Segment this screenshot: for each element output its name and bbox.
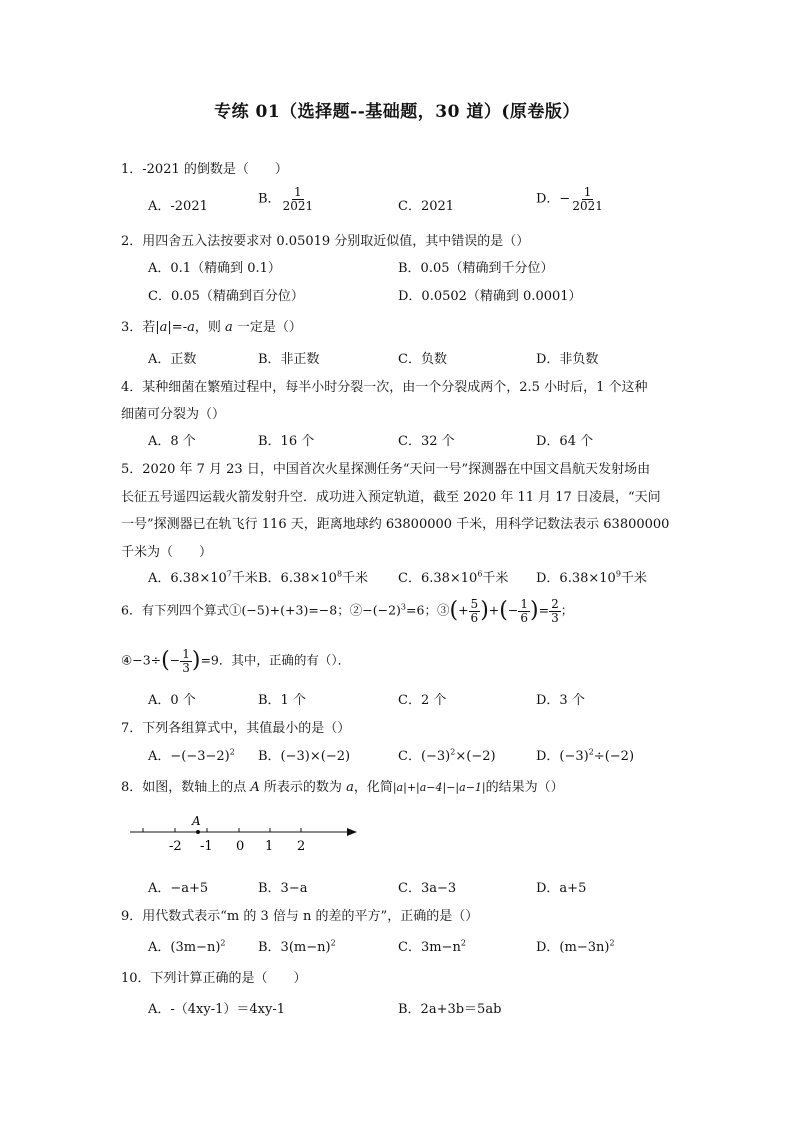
question-2-stem: 2．用四舍五入法按要求对 0.05019 分别取近似值，其中错误的是（）: [121, 234, 530, 249]
question-6-stem-line2: ④−3÷(− $\frac{1}{3}$ )=9．其中，正确的有（）．: [121, 647, 351, 675]
tick-label-1: 1: [265, 839, 274, 854]
q7-option-c: C．$(-3)^2\times(-2)$: [398, 747, 496, 764]
q8-option-d: D．a+5: [536, 881, 587, 896]
q5-option-a: A．$6.38\times 10^7$千米: [148, 569, 258, 586]
q9-option-d: D．$(m-3n)^2$: [536, 938, 615, 955]
circled-number-3: ③: [436, 602, 450, 618]
question-5-stem-line3: 一号”探测器已在轨飞行 116 天，距离地球约 63800000 千米，用科学记数法表示 63800000: [121, 517, 670, 532]
q9-option-b: B．$3(m-n)^2$: [258, 938, 336, 955]
q7-option-b: B．(−3)×(−2): [258, 749, 351, 764]
q2-option-b: B．0.05（精确到千分位）: [398, 261, 554, 276]
q3-option-a: A．正数: [148, 352, 197, 367]
page-title: 专练 01（选择题--基础题，30 道）(原卷版）: [214, 102, 580, 122]
question-7-stem: 7．下列各组算式中，其值最小的是（）: [121, 721, 351, 736]
question-5-stem-line2: 长征五号遥四运载火箭发射升空．成功进入预定轨道，截至 2020 年 11 月 17 日凌晨，“天问: [121, 490, 661, 505]
q2-option-c: C．0.05（精确到百分位）: [148, 289, 304, 304]
number-line-ticks: [143, 828, 301, 832]
q4-option-c: C．32 个: [398, 434, 455, 449]
tick-label-neg1: -1: [200, 839, 213, 854]
q6-option-d: D．3 个: [536, 693, 585, 708]
question-6-stem-line1: 6．有下列四个算式①(−5)+(+3)=−8；$②-(-2)^3=6$；③(+ $\frac{5}{6}$ )+(− $\frac{1}{6}$ )= $\frac{2}{3}$ ；: [121, 597, 574, 625]
q10-option-b: B．2a+3b＝5ab: [398, 1002, 502, 1017]
question-10-stem: 10．下列计算正确的是（ ）: [121, 971, 307, 986]
q6-option-c: C．2 个: [398, 693, 447, 708]
number-line-arrow-icon: [347, 828, 357, 836]
q6-option-a: A．0 个: [148, 693, 196, 708]
q4-option-b: B．16 个: [258, 434, 315, 449]
q3-option-c: C．负数: [398, 352, 447, 367]
q6-option-b: B．1 个: [258, 693, 306, 708]
q7-option-a: A．$-(-3-2)^2$: [148, 747, 235, 764]
q1-option-c: C．2021: [398, 199, 455, 214]
q8-option-b: B．3−a: [258, 881, 308, 896]
q10-option-a: A．-（4xy-1）＝4xy-1: [148, 1002, 286, 1017]
q1-option-b: B． $\frac{1}{2021}$: [258, 185, 314, 213]
q3-option-b: B．非正数: [258, 352, 320, 367]
q2-option-d: D．0.0502（精确到 0.0001）: [398, 289, 582, 304]
tick-label-neg2: -2: [169, 839, 182, 854]
q1-option-a: A．-2021: [148, 199, 208, 214]
point-a-dot: [196, 830, 200, 834]
q4-option-a: A．8 个: [148, 434, 196, 449]
question-8-stem: 8．如图，数轴上的点 A 所表示的数为 a，化简|a|+|a−4|−|a−1|的结果为（）: [121, 780, 564, 795]
point-a-label: A: [192, 814, 201, 828]
circled-number-2: ②: [349, 602, 363, 618]
q5-option-b: B．$6.38\times 10^8$千米: [258, 569, 369, 586]
circled-number-1: ①: [228, 602, 242, 618]
q1-option-d: D．− $\frac{1}{2021}$: [536, 185, 603, 213]
q8-option-a: A．−a+5: [148, 881, 209, 896]
q4-option-d: D．64 个: [536, 434, 594, 449]
tick-label-2: 2: [297, 839, 306, 854]
circled-number-4: ④: [121, 652, 133, 668]
q9-option-c: C．$3m-n^2$: [398, 938, 466, 955]
q7-option-d: D．$(-3)^2\div(-2)$: [536, 747, 635, 764]
q5-option-c: C．$6.38\times 10^6$千米: [398, 569, 509, 586]
q3-option-d: D．非负数: [536, 352, 599, 367]
q8-option-c: C．3a−3: [398, 881, 457, 896]
question-5-stem-line4: 千米为（ ）: [121, 545, 213, 560]
question-1-stem: 1．-2021 的倒数是（ ）: [121, 162, 288, 177]
number-line: [125, 812, 365, 857]
q5-option-d: D．$6.38\times 10^9$千米: [536, 569, 647, 586]
q9-option-a: A．$(3m-n)^2$: [148, 938, 226, 955]
question-4-stem-line2: 细菌可分裂为（）: [121, 407, 226, 422]
q2-option-a: A．0.1（精确到 0.1）: [148, 261, 281, 276]
question-5-stem-line1: 5．2020 年 7 月 23 日，中国首次火星探测任务“天问一号”探测器在中国文昌航天发射场由: [121, 462, 651, 477]
question-9-stem: 9．用代数式表示“m 的 3 倍与 n 的差的平方”，正确的是（）: [121, 909, 479, 924]
question-3-stem: 3．若|a|=-a，则 a 一定是（）: [121, 320, 302, 335]
question-4-stem-line1: 4．某种细菌在繁殖过程中，每半小时分裂一次，由一个分裂成两个，2.5 小时后，1 个这种: [121, 380, 648, 395]
tick-label-0: 0: [236, 839, 245, 854]
